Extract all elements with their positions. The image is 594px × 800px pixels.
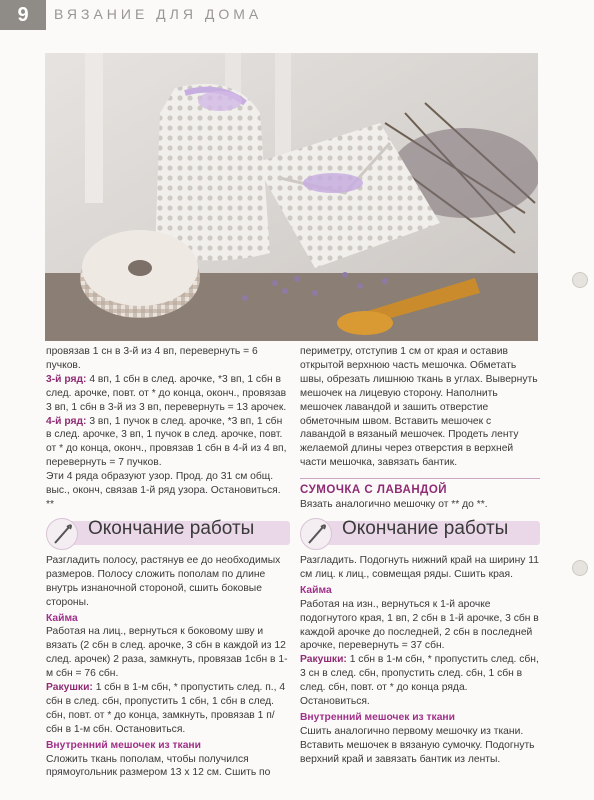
pattern-end-text: Эти 4 ряда образуют узор. Прод. до 31 см общ. выс., оконч, связав 1-й ряд узора. Остановиться. ** <box>46 471 281 510</box>
rakushki-label: Ракушки: <box>300 654 347 666</box>
rakushki-text: 1 сбн в 1-м сбн, * пропустить след. п., 4 сбн в след. сбн, пропустить 1 сбн, 1 сбн в след. сбн, повт. от * до конца, замкнуть, провязав 1 п/сбн в 1-м сбн. Остановиться. <box>46 682 286 735</box>
rakushki <box>46 681 290 737</box>
crochet-hook-icon <box>46 518 78 550</box>
left-column <box>46 345 290 780</box>
row-3-label: 3-й ряд: <box>46 373 87 385</box>
inner-bag-text-right: Сшить аналогично первому мешочку из ткани. Вставить мешочек в вязаную сумочку. Подогнуть верхний край и завязать бантик из ленты. <box>300 725 535 765</box>
rakushki-right <box>300 653 540 709</box>
inner-bag-text: Сложить ткань пополам, чтобы получился прямоугольник размером 13 х 12 см. Сшить по <box>46 753 271 779</box>
binder-hole <box>572 560 588 576</box>
right-column <box>300 345 540 767</box>
binder-hole <box>572 272 588 288</box>
row-3 <box>46 373 290 415</box>
row-3-text: 4 вп, 1 сбн в след. арочке, *3 вп, 1 сбн в след. арочке, повт. от * до конца, оконч., провязав 3 вп, 1 сбн в 3-й из 3 вп, перевернуть = 13 арочек. <box>46 373 287 413</box>
page-number: 9 <box>0 0 46 30</box>
lavender-sachets-photo <box>45 53 538 341</box>
continued-text: периметру, отступив 1 см от края и оставив открытой верхнюю часть мешочка. Обметать швы, обрезать лишнюю ткань в углах. Вывернуть мешочек на лицевую сторону. Наполнить мешочек лавандой и зашить отверстие обметочным швом. Вставить мешочек с лавандой в вязаный мешочек. Продеть ленту желаемой длины через отверстия в верхней части мешочка, завязать бантик. <box>300 346 538 469</box>
row-4 <box>46 415 290 471</box>
inner-bag-title: Внутренний мешочек из ткани <box>46 739 201 751</box>
inner-bag-title-right: Внутренний мешочек из ткани <box>300 711 455 723</box>
rakushki-text: 1 сбн в 1-м сбн, * пропустить след. сбн, 3 сн в след. сбн, пропустить след. сбн, 1 сбн в след. сбн, повт. от * до конца ряда. Остановиться. <box>300 654 539 708</box>
row-4-text: 3 вп, 1 пучок в след. арочке, *3 вп, 1 сбн в след. арочке, 3 вп, 1 пучок в след. арочке, повт. от * до конца, оконч., провязав 1 сбн в 4-й из 4 вп, перевернуть = 7 пучков. <box>46 415 287 469</box>
kaima-text: Работая на лиц., вернуться к боковому шву и вязать (2 сбн в след. арочке, 3 сбн в каждой из 12 след. арочек) 2 раза, замкнуть, провязав 1сбн в 1-м сбн = 76 сбн. <box>46 626 288 680</box>
photo-illustration <box>45 53 538 341</box>
bag-text: Вязать аналогично мешочку от ** до **. <box>300 499 488 511</box>
crochet-hook-svg <box>47 519 77 549</box>
bag-title: СУМОЧКА С ЛАВАНДОЙ <box>300 478 540 498</box>
crochet-hook-icon <box>300 518 332 550</box>
finish-heading-text: Окончание работы <box>88 517 255 539</box>
intro-text: провязав 1 сн в 3-й из 4 вп, перевернуть = 6 пучков. <box>46 346 258 371</box>
kaima-title-right: Кайма <box>300 584 332 596</box>
finish-text-right: Разгладить. Подогнуть нижний край на ширину 11 см лиц. к лиц., совмещая ряды. Сшить края. <box>300 554 539 580</box>
kaima-text-right: Работая на изн., вернуться к 1-й арочке подогнутого края, 1 вп, 2 сбн в 1-й арочке, 3 сбн в каждой арочке до последней, 2 сбн в последней арочке, перевернуть = 37 сбн. <box>300 598 539 652</box>
crochet-hook-svg <box>301 519 331 549</box>
finish-heading-right <box>300 518 540 548</box>
finish-heading-text: Окончание работы <box>342 517 509 539</box>
page-header <box>0 0 594 30</box>
kaima-title: Кайма <box>46 612 78 624</box>
finish-heading <box>46 518 290 548</box>
row-4-label: 4-й ряд: <box>46 415 87 427</box>
rakushki-label: Ракушки: <box>46 682 93 694</box>
section-title: ВЯЗАНИЕ ДЛЯ ДОМА <box>54 6 263 22</box>
finish-text: Разгладить полосу, растянув ее до необходимых размеров. Полосу сложить пополам по длине внутрь изнаночной стороной, сшить боковые стороны. <box>46 554 281 608</box>
